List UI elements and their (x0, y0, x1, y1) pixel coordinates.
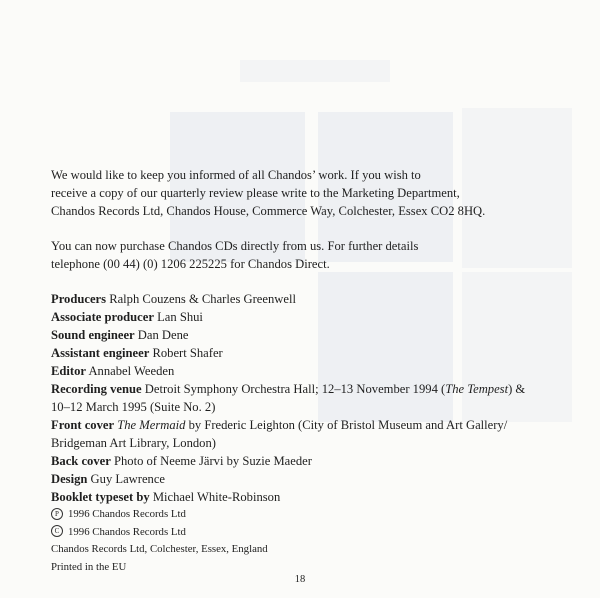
credit-front-cover: Front cover The Mermaid by Frederic Leighton (City of Bristol Museum and Art Gallery/ (51, 418, 508, 432)
printed-in: Printed in the EU (51, 560, 127, 573)
credit-sound-engineer: Sound engineer Dan Dene (51, 328, 189, 342)
copyright-notice: C 1996 Chandos Records Ltd (51, 524, 561, 542)
page-content (51, 166, 561, 576)
copyright-icon: C (51, 525, 63, 537)
purchase-paragraph (51, 237, 561, 273)
credit-assistant-engineer: Assistant engineer Robert Shafer (51, 346, 223, 360)
phonogram-notice: P 1996 Chandos Records Ltd (51, 506, 561, 524)
phonogram-icon: P (51, 508, 63, 520)
info-paragraph (51, 166, 561, 220)
page-number: 18 (294, 574, 306, 585)
credit-design: Design Guy Lawrence (51, 472, 166, 486)
info-line: We would like to keep you informed of all Chandos’ work. If you wish to (51, 168, 421, 182)
purchase-line: telephone (00 44) (0) 1206 225225 for Chandos Direct. (51, 257, 330, 271)
credits-list (51, 290, 561, 506)
info-line: Chandos Records Ltd, Chandos House, Commerce Way, Colchester, Essex CO2 8HQ. (51, 204, 486, 218)
credit-recording-venue-cont: 10–12 March 1995 (Suite No. 2) (51, 400, 216, 414)
credit-front-cover-cont: Bridgeman Art Library, London) (51, 436, 216, 450)
show-through-band (240, 60, 390, 82)
credit-booklet-typeset: Booklet typeset by Michael White-Robinson (51, 490, 281, 504)
info-line: receive a copy of our quarterly review please write to the Marketing Department, (51, 186, 460, 200)
credit-recording-venue: Recording venue Detroit Symphony Orchestra Hall; 12–13 November 1994 (The Tempest) & (51, 382, 526, 396)
label-address: Chandos Records Ltd, Colchester, Essex, England (51, 543, 268, 555)
credit-producers: Producers Ralph Couzens & Charles Greenwell (51, 292, 296, 306)
credit-associate-producer: Associate producer Lan Shui (51, 310, 203, 324)
credit-back-cover: Back cover Photo of Neeme Järvi by Suzie Maeder (51, 454, 312, 468)
credit-editor: Editor Annabel Weeden (51, 364, 175, 378)
purchase-line: You can now purchase Chandos CDs directly from us. For further details (51, 239, 419, 253)
